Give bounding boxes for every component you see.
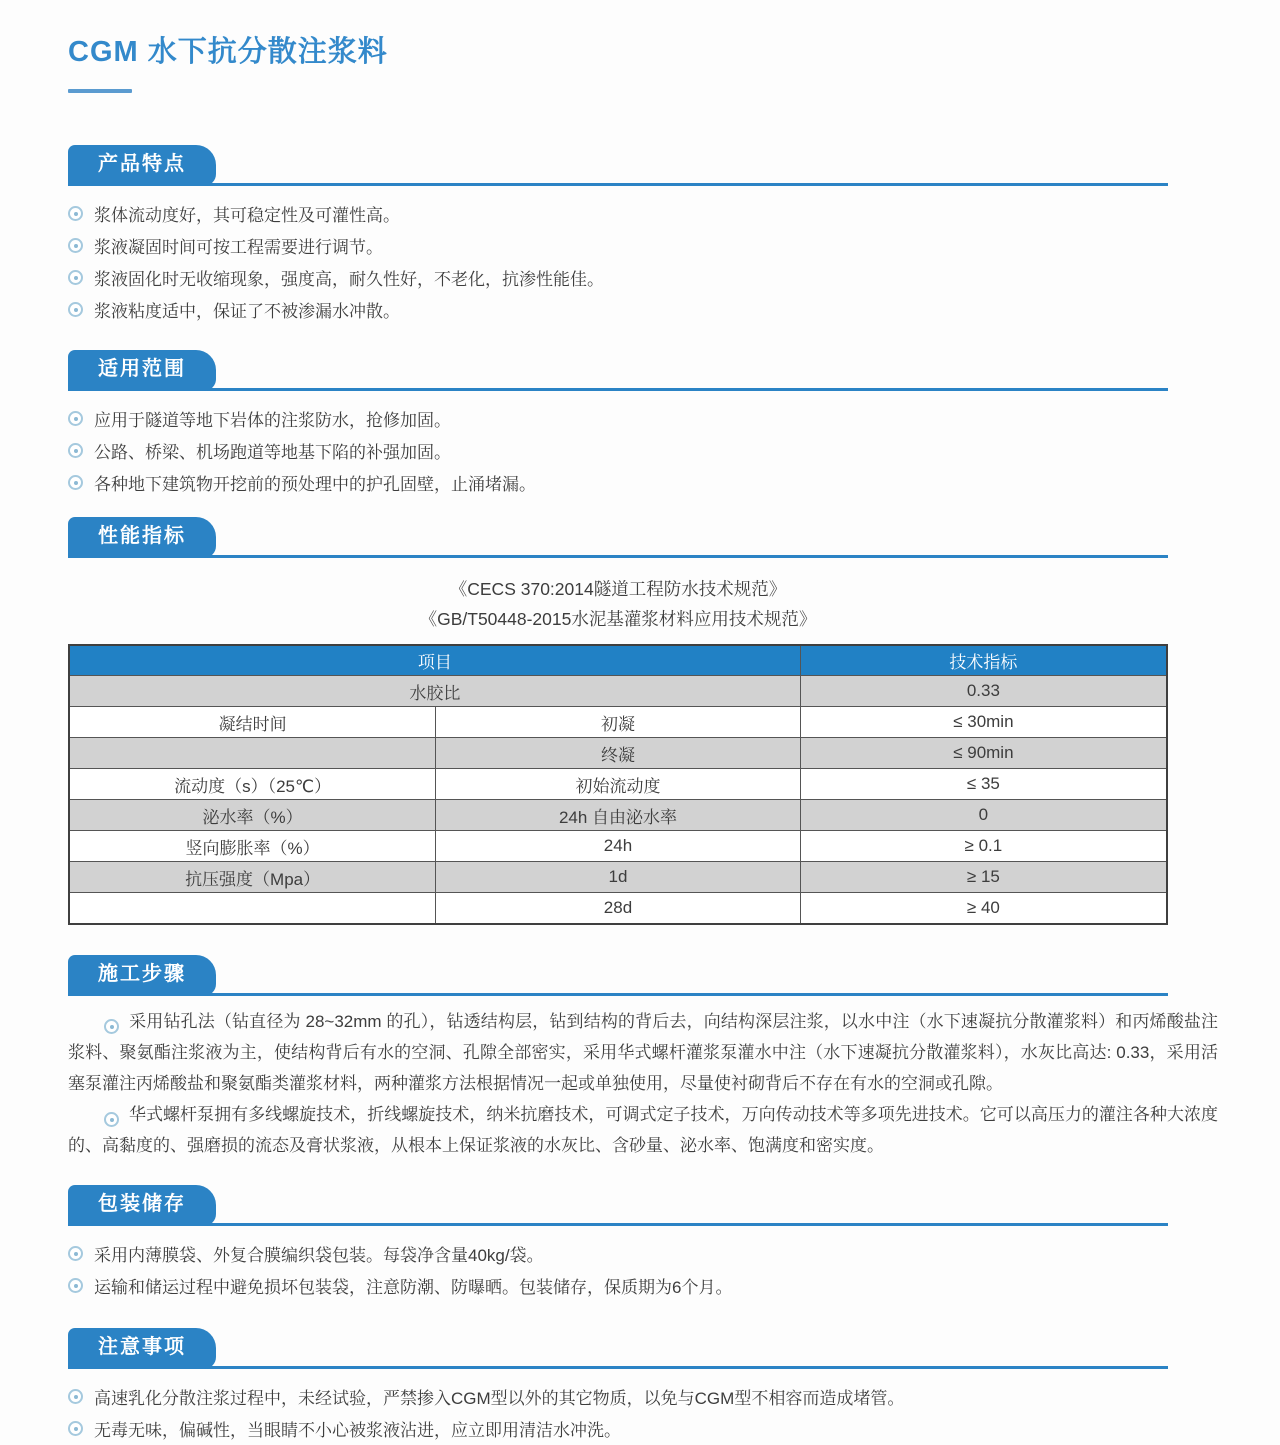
section-header (68, 517, 1168, 558)
table-cell: 初始流动度 (436, 769, 801, 800)
table-cell: ≤ 90min (800, 738, 1167, 769)
table-cell: 凝结时间 (69, 707, 436, 738)
section-badge: 包装储存 (68, 1185, 216, 1226)
construction-paragraph (68, 1099, 1218, 1161)
section-features (68, 145, 1168, 326)
construction-paragraph (68, 1006, 1218, 1099)
ring-bullet-icon (68, 1389, 83, 1404)
ring-bullet-icon (68, 270, 83, 285)
title-underline (68, 89, 132, 93)
section-badge: 施工步骤 (68, 955, 216, 996)
section-performance (68, 517, 1168, 925)
ring-bullet-icon (68, 443, 83, 458)
ring-bullet-icon (68, 1421, 83, 1436)
list-item (68, 435, 1168, 467)
list-item (68, 467, 1168, 499)
list-item-text: 浆体流动度好，其可稳定性及可灌性高。 (94, 206, 400, 226)
ring-bullet-icon (68, 302, 83, 317)
list-item (68, 262, 1168, 294)
list-item-text: 公路、桥梁、机场跑道等地基下陷的补强加固。 (94, 443, 451, 463)
section-badge: 适用范围 (68, 350, 216, 391)
section-scope (68, 350, 1168, 499)
section-badge: 产品特点 (68, 145, 216, 186)
packaging-list (68, 1238, 1168, 1302)
table-cell: 初凝 (436, 707, 801, 738)
section-header (68, 955, 1168, 996)
precautions-list (68, 1381, 1168, 1445)
list-item-text: 采用内薄膜袋、外复合膜编织袋包装。每袋净含量40kg/袋。 (94, 1246, 544, 1266)
scope-list (68, 403, 1168, 499)
ring-bullet-icon (68, 411, 83, 426)
table-cell: ≥ 15 (800, 862, 1167, 893)
list-item (68, 1381, 1168, 1413)
table-row (69, 831, 1167, 862)
table-cell: 终凝 (436, 738, 801, 769)
table-row (69, 738, 1167, 769)
page-title: CGM 水下抗分散注浆料 (68, 36, 388, 69)
table-cell: 24h (436, 831, 801, 862)
list-item-text: 浆液凝固时间可按工程需要进行调节。 (94, 238, 383, 258)
list-item-text: 各种地下建筑物开挖前的预处理中的护孔固壁，止涌堵漏。 (94, 475, 536, 495)
list-item-text: 运输和储运过程中避免损坏包装袋，注意防潮、防曝晒。包装储存，保质期为6个月。 (94, 1278, 733, 1298)
table-cell: 24h 自由泌水率 (436, 800, 801, 831)
table-cell: 流动度（s）（25℃） (69, 769, 436, 800)
section-packaging (68, 1185, 1168, 1302)
section-header (68, 1185, 1168, 1226)
construction-paragraphs (68, 1006, 1218, 1161)
ring-bullet-icon (68, 1246, 83, 1261)
ring-bullet-icon (68, 475, 83, 490)
list-item (68, 294, 1168, 326)
features-list (68, 198, 1168, 326)
standard-reference: 《CECS 370:2014隧道工程防水技术规范》 (449, 578, 787, 599)
table-cell: ≥ 40 (800, 893, 1167, 924)
table-cell: 水胶比 (69, 676, 800, 707)
table-row (69, 676, 1167, 707)
table-row (69, 862, 1167, 893)
table-cell: ≤ 35 (800, 769, 1167, 800)
table-header-index: 技术指标 (800, 645, 1167, 676)
table-row (69, 893, 1167, 924)
ring-bullet-icon (104, 1019, 119, 1034)
section-badge: 注意事项 (68, 1328, 216, 1369)
table-cell: 0 (800, 800, 1167, 831)
list-item (68, 1238, 1168, 1270)
list-item-text: 高速乳化分散注浆过程中，未经试验，严禁掺入CGM型以外的其它物质，以免与CGM型不相容而造成堵管。 (94, 1389, 905, 1409)
list-item (68, 1270, 1168, 1302)
section-construction (68, 955, 1218, 1161)
standards-references (68, 574, 1168, 634)
table-cell: 泌水率（%） (69, 800, 436, 831)
list-item (68, 1413, 1168, 1445)
list-item-text: 浆液固化时无收缩现象，强度高，耐久性好，不老化，抗渗性能佳。 (94, 270, 604, 290)
table-cell: 0.33 (800, 676, 1167, 707)
table-cell: 1d (436, 862, 801, 893)
list-item-text: 无毒无味，偏碱性，当眼睛不小心被浆液沾进，应立即用清洁水冲洗。 (94, 1421, 621, 1441)
table-cell: 抗压强度（Mpa） (69, 862, 436, 893)
table-cell: 28d (436, 893, 801, 924)
table-cell (69, 738, 436, 769)
standard-reference: 《GB/T50448-2015水泥基灌浆材料应用技术规范》 (419, 608, 817, 629)
section-badge: 性能指标 (68, 517, 216, 558)
table-cell: 竖向膨胀率（%） (69, 831, 436, 862)
table-cell: ≤ 30min (800, 707, 1167, 738)
section-header (68, 350, 1168, 391)
table-cell (69, 893, 436, 924)
list-item (68, 198, 1168, 230)
ring-bullet-icon (104, 1112, 119, 1127)
list-item (68, 403, 1168, 435)
table-body (69, 676, 1167, 924)
section-header (68, 145, 1168, 186)
list-item-text: 应用于隧道等地下岩体的注浆防水，抢修加固。 (94, 411, 451, 431)
list-item-text: 浆液粘度适中，保证了不被渗漏水冲散。 (94, 302, 400, 322)
table-row (69, 707, 1167, 738)
ring-bullet-icon (68, 1278, 83, 1293)
list-item (68, 230, 1168, 262)
section-precautions (68, 1328, 1168, 1445)
table-cell: ≥ 0.1 (800, 831, 1167, 862)
table-header-item: 项目 (69, 645, 800, 676)
ring-bullet-icon (68, 238, 83, 253)
table-row (69, 769, 1167, 800)
performance-table (68, 644, 1168, 925)
paragraph-text: 华式螺杆泵拥有多线螺旋技术，折线螺旋技术，纳米抗磨技术，可调式定子技术，万向传动技术等多项先进技术。它可以高压力的灌注各种大浓度的、高黏度的、强磨损的流态及膏状浆液，从根本上保证浆液的水灰比、含砂量、泌水率、饱满度和密实度。 (68, 1104, 1218, 1155)
paragraph-text: 采用钻孔法（钻直径为 28~32mm 的孔），钻透结构层，钻到结构的背后去，向结构深层注浆，以水中注（水下速凝抗分散灌浆料）和丙烯酸盐注浆料、聚氨酯注浆液为主，使结构背后有水的空洞、孔隙全部密实，采用华式螺杆灌浆泵灌水中注（水下速凝抗分散灌浆料），水灰比高达: 0.33，采用活塞泵灌注丙烯酸盐和聚氨酯类灌浆材料，两种灌浆方法根据情况一起或单独使用，尽量使衬砌背后不存在有水的空洞或孔隙。 (68, 1011, 1218, 1093)
table-header-row (69, 645, 1167, 676)
ring-bullet-icon (68, 206, 83, 221)
table-row (69, 800, 1167, 831)
section-header (68, 1328, 1168, 1369)
